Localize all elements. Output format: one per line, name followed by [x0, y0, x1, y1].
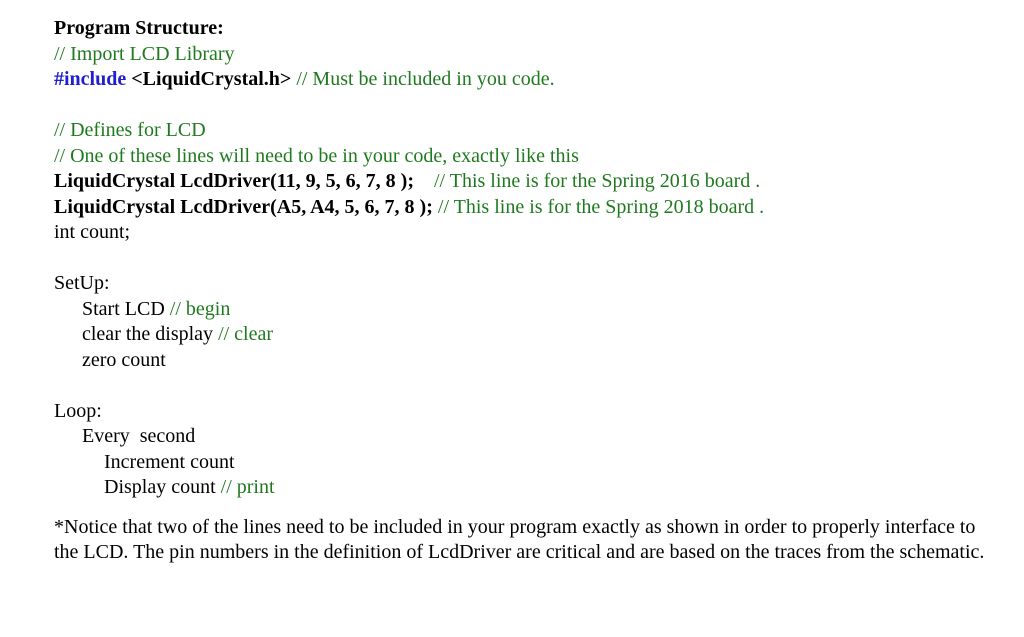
driver-2016-code: LiquidCrystal LcdDriver(11, 9, 5, 6, 7, 8 ); [54, 170, 414, 192]
setup-start-lcd [54, 297, 994, 323]
setup-zero-count: zero count [82, 348, 166, 371]
driver-2018-line [54, 195, 994, 221]
start-lcd-text: Start LCD [82, 297, 165, 320]
loop-every-second: Every second [82, 425, 196, 447]
loop-display-count [54, 475, 994, 501]
display-count-comment: // print [220, 476, 275, 498]
program-structure-document [54, 16, 994, 566]
loop-increment-count: Increment count [104, 450, 235, 473]
clear-display-text: clear the display [82, 323, 214, 345]
defines-comment: // Defines for LCD [54, 119, 206, 141]
heading: Program Structure: [54, 17, 224, 39]
setup-label: SetUp: [54, 272, 110, 294]
spacer [54, 246, 994, 272]
driver-2018-comment: // This line is for the Spring 2018 board . [437, 195, 765, 218]
int-count-line: int count; [54, 221, 131, 243]
display-count-text: Display count [104, 476, 216, 498]
start-lcd-comment: // begin [169, 297, 231, 320]
clear-display-comment: // clear [218, 323, 274, 345]
one-of-comment: // One of these lines will need to be in your code, exactly like this [54, 144, 579, 167]
import-comment: // Import LCD Library [54, 42, 235, 65]
setup-clear-display [54, 322, 994, 348]
include-comment: // Must be included in you code. [296, 68, 555, 90]
include-header: <LiquidCrystal.h> [131, 68, 292, 90]
include-line [54, 67, 994, 93]
driver-2016-line [54, 169, 994, 195]
notice-paragraph: *Notice that two of the lines need to be included in your program exactly as shown in order to properly interface to the LCD. The pin numbers in the definition of LcdDriver are critical and are based on the traces from the schematic. [54, 515, 985, 563]
loop-label: Loop: [54, 399, 102, 422]
spacer [54, 93, 994, 119]
spacer [54, 373, 994, 399]
driver-2018-code: LiquidCrystal LcdDriver(A5, A4, 5, 6, 7, 8 ); [54, 195, 433, 218]
driver-2016-comment: // This line is for the Spring 2016 board . [434, 170, 761, 192]
include-keyword: #include [54, 68, 127, 90]
